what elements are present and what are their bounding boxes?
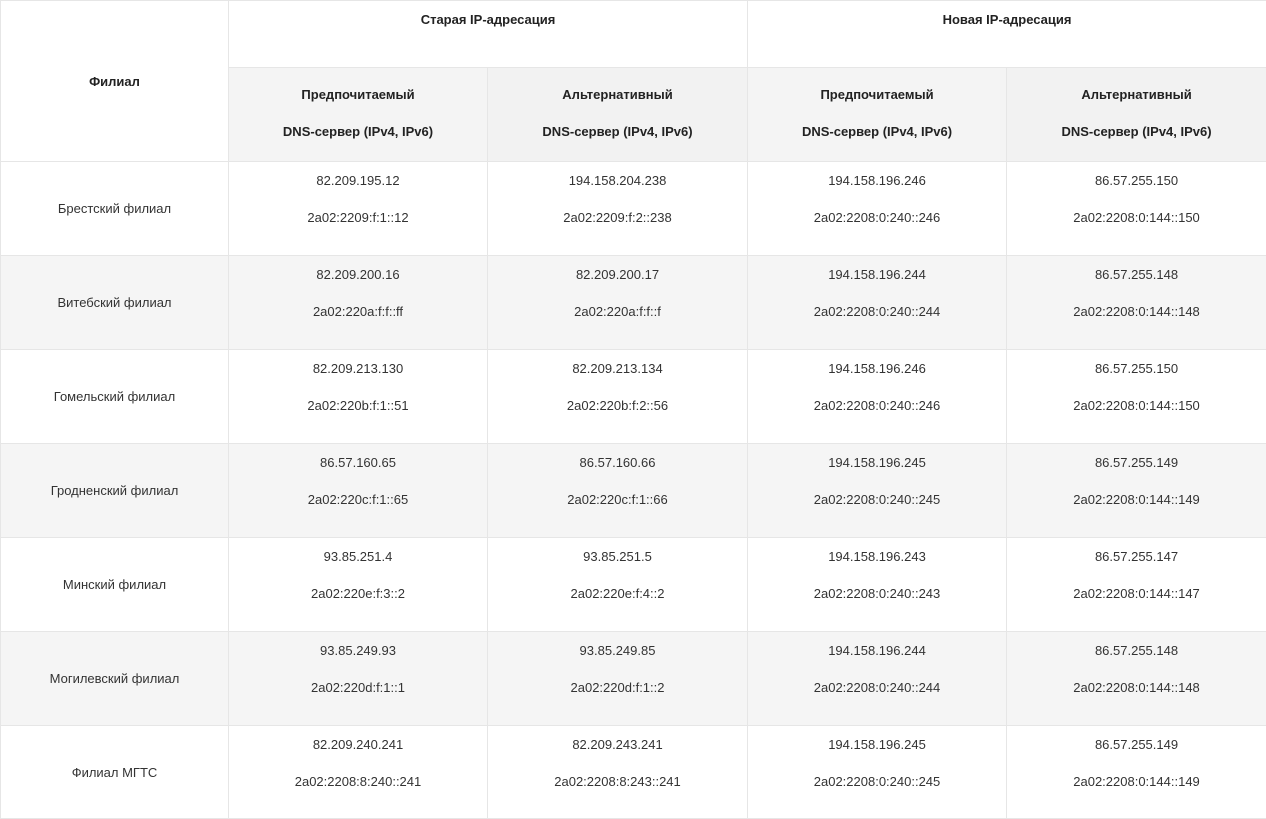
- subheader-line-2: DNS-сервер (IPv4, IPv6): [748, 123, 1006, 141]
- ipv4-address: 82.209.213.134: [488, 360, 747, 378]
- new-preferred-dns-cell: [748, 350, 1007, 444]
- subheader-line-1: Альтернативный: [1007, 86, 1266, 104]
- ipv6-address: 2a02:220c:f:1::65: [229, 491, 487, 509]
- ipv6-address: 2a02:220d:f:1::2: [488, 679, 747, 697]
- old-preferred-dns-cell: [229, 632, 488, 726]
- ipv4-address: 82.209.240.241: [229, 736, 487, 754]
- ipv6-address: 2a02:2208:0:240::244: [748, 303, 1006, 321]
- new-preferred-dns-cell: [748, 538, 1007, 632]
- branch-cell: [1, 632, 229, 726]
- new-preferred-dns-cell: [748, 256, 1007, 350]
- ipv6-address: 2a02:220b:f:1::51: [229, 397, 487, 415]
- table-row: [1, 444, 1266, 538]
- old-preferred-dns-cell: [229, 538, 488, 632]
- new-preferred-dns-header: [748, 68, 1007, 162]
- old-alternate-dns-cell: [488, 350, 748, 444]
- ipv4-address: 93.85.249.85: [488, 642, 747, 660]
- new-preferred-dns-cell: [748, 444, 1007, 538]
- ipv4-address: 86.57.255.150: [1007, 172, 1266, 190]
- old-preferred-dns-cell: [229, 726, 488, 819]
- subheader-line-2: DNS-сервер (IPv4, IPv6): [229, 123, 487, 141]
- ipv6-address: 2a02:2208:0:240::244: [748, 679, 1006, 697]
- branch-cell: [1, 350, 229, 444]
- ipv6-address: 2a02:2208:0:144::148: [1007, 679, 1266, 697]
- ipv6-address: 2a02:2208:0:240::243: [748, 585, 1006, 603]
- ipv6-address: 2a02:2209:f:2::238: [488, 209, 747, 227]
- table-row: [1, 726, 1266, 819]
- old-preferred-dns-cell: [229, 162, 488, 256]
- ipv6-address: 2a02:220b:f:2::56: [488, 397, 747, 415]
- table-row: [1, 350, 1266, 444]
- branch-name: Витебский филиал: [57, 295, 171, 310]
- new-alternate-dns-cell: [1007, 632, 1266, 726]
- new-alternate-dns-cell: [1007, 162, 1266, 256]
- ipv4-address: 194.158.196.244: [748, 642, 1006, 660]
- new-alternate-dns-cell: [1007, 350, 1266, 444]
- branch-name: Филиал МГТС: [72, 765, 158, 780]
- ipv6-address: 2a02:220d:f:1::1: [229, 679, 487, 697]
- branch-header-label: Филиал: [89, 74, 140, 89]
- ipv4-address: 93.85.249.93: [229, 642, 487, 660]
- old-alternate-dns-cell: [488, 632, 748, 726]
- ipv4-address: 194.158.196.244: [748, 266, 1006, 284]
- ipv6-address: 2a02:2208:0:240::245: [748, 491, 1006, 509]
- branch-column-header: [1, 1, 229, 162]
- new-addressing-header: [748, 1, 1266, 68]
- subheader-line-2: DNS-сервер (IPv4, IPv6): [1007, 123, 1266, 141]
- old-addressing-header: [229, 1, 748, 68]
- branch-name: Минский филиал: [63, 577, 166, 592]
- ipv6-address: 2a02:220e:f:3::2: [229, 585, 487, 603]
- new-alternate-dns-cell: [1007, 538, 1266, 632]
- ipv4-address: 194.158.204.238: [488, 172, 747, 190]
- old-alternate-dns-cell: [488, 538, 748, 632]
- branch-cell: [1, 726, 229, 819]
- table-row: [1, 538, 1266, 632]
- ipv6-address: 2a02:2208:0:144::149: [1007, 491, 1266, 509]
- subheader-line-1: Предпочитаемый: [229, 86, 487, 104]
- ipv6-address: 2a02:2208:0:144::148: [1007, 303, 1266, 321]
- ipv4-address: 86.57.255.148: [1007, 266, 1266, 284]
- ipv4-address: 82.209.200.16: [229, 266, 487, 284]
- new-alternate-dns-header: [1007, 68, 1266, 162]
- header-group-row: [1, 1, 1266, 68]
- ipv6-address: 2a02:2208:8:240::241: [229, 773, 487, 791]
- table-row: [1, 162, 1266, 256]
- branch-name: Гродненский филиал: [51, 483, 179, 498]
- new-addressing-label: Новая IP-адресация: [943, 12, 1072, 27]
- ipv4-address: 194.158.196.246: [748, 172, 1006, 190]
- table-row: [1, 632, 1266, 726]
- old-addressing-label: Старая IP-адресация: [421, 12, 556, 27]
- ipv4-address: 194.158.196.246: [748, 360, 1006, 378]
- ipv6-address: 2a02:2208:0:240::246: [748, 397, 1006, 415]
- branch-name: Могилевский филиал: [50, 671, 180, 686]
- table-row: [1, 256, 1266, 350]
- branch-cell: [1, 538, 229, 632]
- old-alternate-dns-cell: [488, 256, 748, 350]
- ipv4-address: 82.209.195.12: [229, 172, 487, 190]
- ipv4-address: 194.158.196.243: [748, 548, 1006, 566]
- ipv6-address: 2a02:2208:0:144::147: [1007, 585, 1266, 603]
- ipv4-address: 82.209.200.17: [488, 266, 747, 284]
- new-alternate-dns-cell: [1007, 726, 1266, 819]
- ipv4-address: 82.209.243.241: [488, 736, 747, 754]
- new-preferred-dns-cell: [748, 632, 1007, 726]
- ipv4-address: 86.57.255.149: [1007, 736, 1266, 754]
- old-alternate-dns-cell: [488, 444, 748, 538]
- branch-name: Брестский филиал: [58, 201, 171, 216]
- ipv6-address: 2a02:220c:f:1::66: [488, 491, 747, 509]
- ipv4-address: 86.57.255.147: [1007, 548, 1266, 566]
- ipv4-address: 194.158.196.245: [748, 736, 1006, 754]
- subheader-line-1: Предпочитаемый: [748, 86, 1006, 104]
- old-preferred-dns-cell: [229, 350, 488, 444]
- subheader-line-1: Альтернативный: [488, 86, 747, 104]
- ipv4-address: 86.57.255.149: [1007, 454, 1266, 472]
- ipv4-address: 194.158.196.245: [748, 454, 1006, 472]
- ipv6-address: 2a02:2208:0:144::150: [1007, 397, 1266, 415]
- ipv6-address: 2a02:2209:f:1::12: [229, 209, 487, 227]
- old-alternate-dns-cell: [488, 726, 748, 819]
- ipv6-address: 2a02:2208:0:144::150: [1007, 209, 1266, 227]
- ipv6-address: 2a02:2208:0:240::246: [748, 209, 1006, 227]
- old-preferred-dns-cell: [229, 256, 488, 350]
- ipv6-address: 2a02:2208:0:144::149: [1007, 773, 1266, 791]
- ipv4-address: 82.209.213.130: [229, 360, 487, 378]
- new-preferred-dns-cell: [748, 162, 1007, 256]
- branch-cell: [1, 162, 229, 256]
- table-body: [1, 162, 1266, 819]
- old-alternate-dns-cell: [488, 162, 748, 256]
- old-preferred-dns-cell: [229, 444, 488, 538]
- ipv6-address: 2a02:2208:8:243::241: [488, 773, 747, 791]
- ipv4-address: 93.85.251.4: [229, 548, 487, 566]
- ipv4-address: 86.57.255.148: [1007, 642, 1266, 660]
- new-alternate-dns-cell: [1007, 444, 1266, 538]
- subheader-line-2: DNS-сервер (IPv4, IPv6): [488, 123, 747, 141]
- ipv6-address: 2a02:220a:f:f::ff: [229, 303, 487, 321]
- ipv6-address: 2a02:220a:f:f::f: [488, 303, 747, 321]
- new-preferred-dns-cell: [748, 726, 1007, 819]
- ipv6-address: 2a02:2208:0:240::245: [748, 773, 1006, 791]
- branch-cell: [1, 256, 229, 350]
- branch-cell: [1, 444, 229, 538]
- old-alternate-dns-header: [488, 68, 748, 162]
- ipv6-address: 2a02:220e:f:4::2: [488, 585, 747, 603]
- ipv4-address: 86.57.160.66: [488, 454, 747, 472]
- ipv4-address: 93.85.251.5: [488, 548, 747, 566]
- ipv4-address: 86.57.160.65: [229, 454, 487, 472]
- ipv4-address: 86.57.255.150: [1007, 360, 1266, 378]
- old-preferred-dns-header: [229, 68, 488, 162]
- new-alternate-dns-cell: [1007, 256, 1266, 350]
- branch-name: Гомельский филиал: [54, 389, 175, 404]
